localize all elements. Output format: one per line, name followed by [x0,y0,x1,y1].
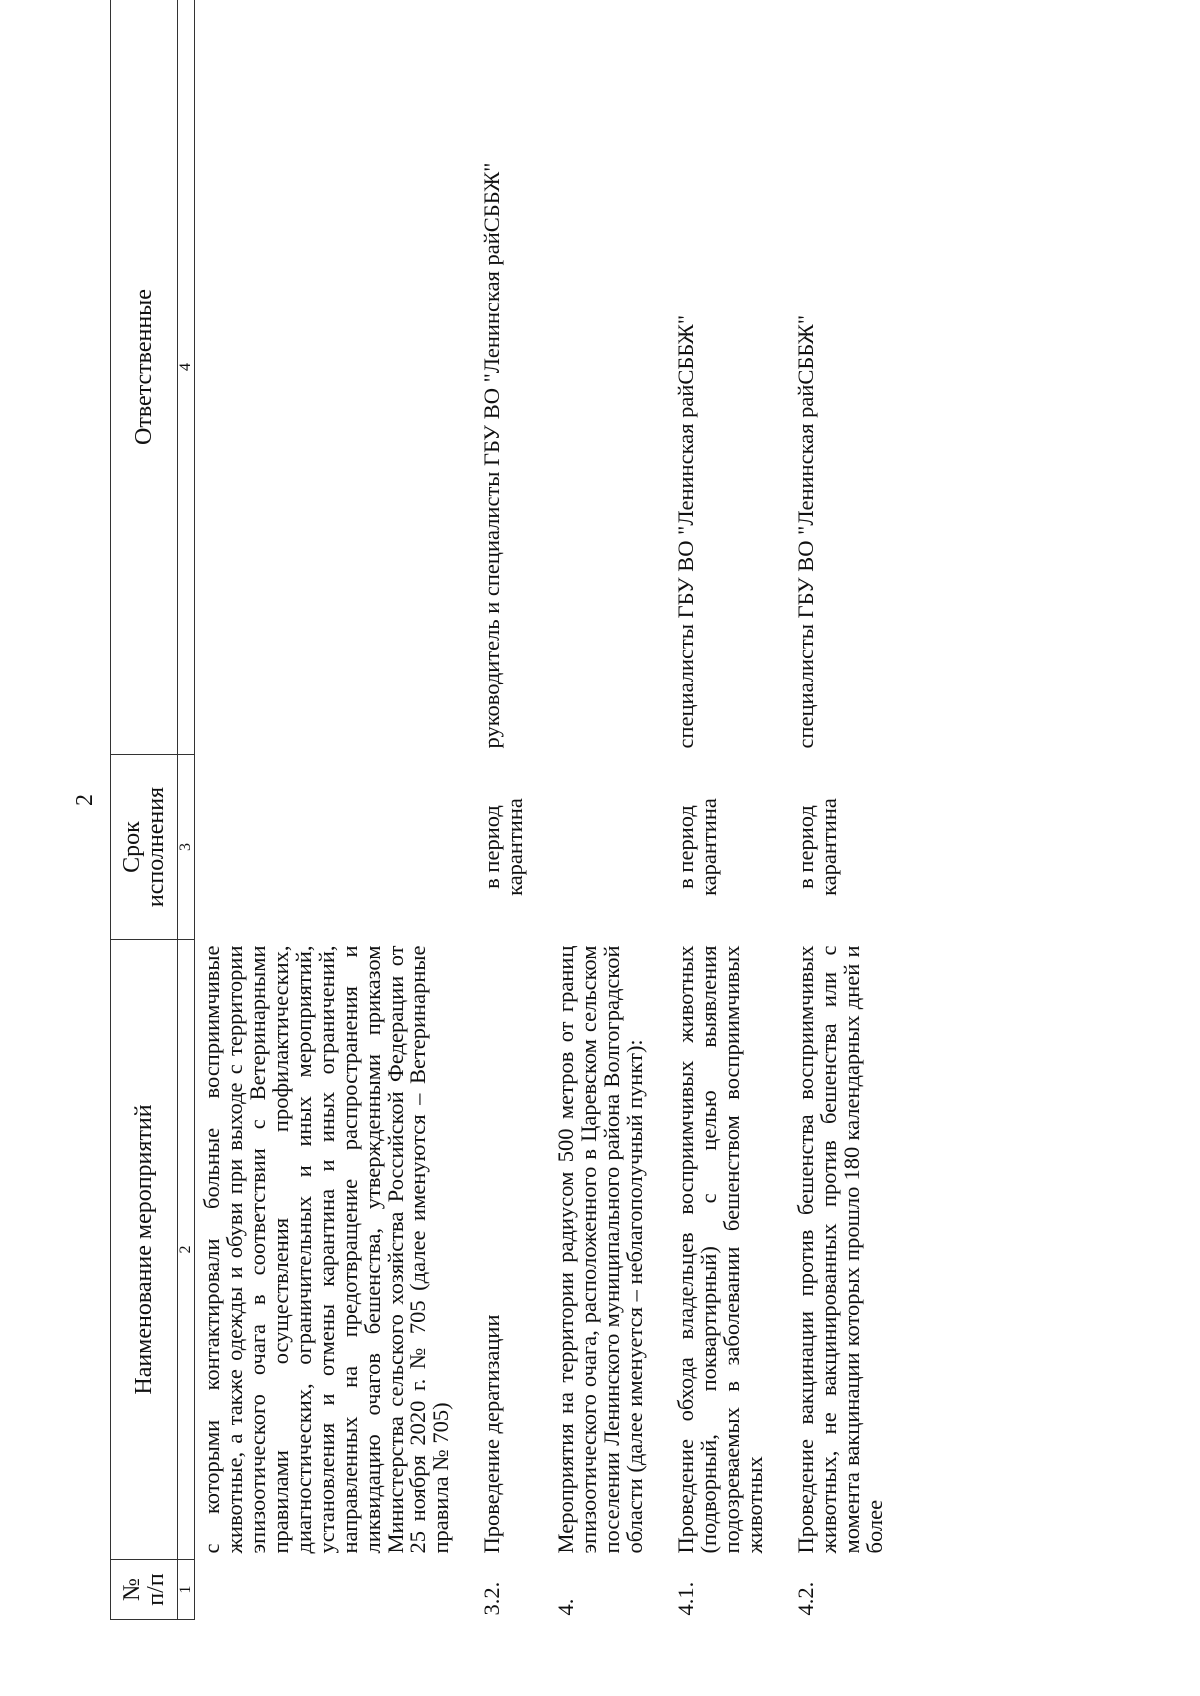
table-row [549,0,669,1620]
row-term: в период карантина [792,798,841,896]
column-number: 4 [178,0,195,755]
header-term: Срок исполнения [111,755,178,940]
row-name: Проведение дератизации [479,1314,505,1554]
row-name: с которыми контактировали больные восприимчивые животные, а также одежды и обуви при выходе с территории эпизоотического очага в соответствии с Ветеринарными правилами осуществления профилактических, диагностических, ограничительных и иных мероприятий, установления и отмены карантина и иных ограничений, направленных на предотвращение распространения и ликвидацию очагов бешенства, утвержденными приказом Министерства сельского хозяйства Российской Федерации от 25 ноября 2020 г. № 705 (далее именуются – Ветеринарные правила № 705) [199,945,454,1554]
page-number: 2 [72,794,98,806]
row-name: Проведение вакцинации против бешенства восприимчивых животных, не вакцинированных против бешенства или с момента вакцинации которых прошло 180 календарных дней и более [792,945,887,1554]
row-responsible [195,0,476,755]
table-row [475,0,549,1620]
row-name: Проведение обхода владельцев восприимчивых животных (подворный, поквартирный) с целью выявления подозреваемых в заболевании бешенством восприимчивых животных [672,945,767,1554]
table-row [789,0,909,1620]
row-responsible: специалисты ГБУ ВО "Ленинская райСББЖ" [672,314,698,749]
row-responsible [549,0,669,755]
measures-table [110,0,908,1620]
table-row [195,0,476,1620]
row-number: 4. [553,1598,579,1616]
column-number-row [178,0,195,1620]
column-number: 3 [178,755,195,940]
row-responsible: руководитель и специалисты ГБУ ВО "Ленинская райСББЖ" [479,162,505,749]
row-responsible: специалисты ГБУ ВО "Ленинская райСББЖ" [792,314,818,749]
row-name: Мероприятия на территории радиусом 500 метров от границ эпизоотического очага, расположенного в Царевском сельском поселении Ленинского муниципального района Волгоградской области (далее именуется – неблагополучный пункт): [553,945,647,1554]
column-number: 2 [178,940,195,1560]
row-term [195,755,476,940]
rotated-page [72,0,1170,1620]
column-number: 1 [178,1560,195,1620]
header-number: № п/п [111,1560,178,1620]
header-row [111,0,178,1620]
table-row [669,0,789,1620]
row-term: в период карантина [672,798,721,896]
header-name: Наименование мероприятий [111,940,178,1560]
row-number: 4.2. [792,1581,818,1616]
header-responsible: Ответственные [111,0,178,755]
row-term: в период карантина [479,798,528,896]
row-number: 4.1. [672,1581,698,1616]
row-number [195,1560,476,1620]
row-term [549,755,669,940]
row-number: 3.2. [479,1581,505,1616]
